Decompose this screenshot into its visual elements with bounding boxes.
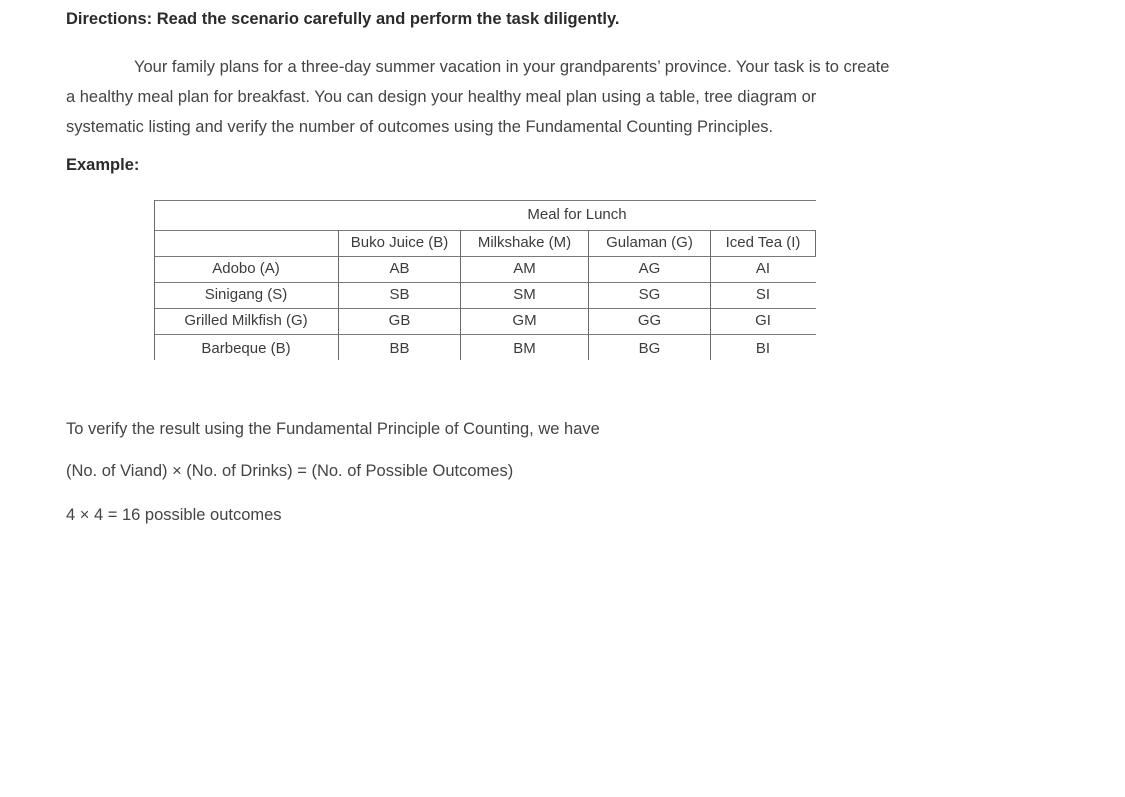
table-rule-row1 [154, 282, 816, 283]
table-cell: GB [388, 312, 411, 329]
table-cell: SI [755, 286, 771, 303]
table-vrule-right [815, 230, 816, 256]
scenario-line-1: Your family plans for a three-day summer vacation in your grandparents’ province. Your task is to create [134, 58, 890, 76]
header-drink-gulaman: Gulaman (G) [606, 234, 693, 251]
table-cell: AI [755, 260, 771, 277]
table-cell: BG [638, 340, 661, 357]
header-drink-milkshake: Milkshake (M) [477, 234, 572, 251]
scenario-line-2: a healthy meal plan for breakfast. You can design your healthy meal plan using a table, tree diagram or [66, 88, 817, 106]
table-rule-row2 [154, 308, 816, 309]
table-cell: SG [638, 286, 661, 303]
header-drink-buko-juice: Buko Juice (B) [350, 234, 449, 251]
table-rule-top [154, 200, 816, 201]
table-cell: SB [389, 286, 410, 303]
table-cell: AG [638, 260, 661, 277]
table-rule-row3 [154, 334, 816, 335]
row-viand-grilled-milkfish: Grilled Milkfish (G) [184, 312, 308, 329]
table-cell: AM [513, 260, 536, 277]
table-cell: BB [389, 340, 410, 357]
table-vrule-left [154, 200, 155, 360]
table-cell: GG [637, 312, 662, 329]
directions-heading: Directions: Read the scenario carefully and perform the task diligently. [66, 10, 620, 28]
table-cell: BM [513, 340, 536, 357]
scenario-paragraph [66, 52, 1076, 142]
row-viand-sinigang: Sinigang (S) [204, 286, 288, 303]
row-viand-barbeque: Barbeque (B) [201, 340, 291, 357]
table-cell: GM [512, 312, 537, 329]
table-cell: AB [389, 260, 410, 277]
row-viand-adobo: Adobo (A) [212, 260, 280, 277]
verification-intro: To verify the result using the Fundamental Principle of Counting, we have [66, 420, 600, 438]
table-cell: SM [513, 286, 536, 303]
table-rule-title [154, 230, 816, 231]
header-drink-iced-tea: Iced Tea (I) [725, 234, 801, 251]
example-label: Example: [66, 156, 140, 174]
table-cell: BI [755, 340, 771, 357]
table-cell: GI [755, 312, 771, 329]
scenario-line-3: systematic listing and verify the number of outcomes using the Fundamental Counting Principles. [66, 118, 774, 136]
verification-formula: (No. of Viand) × (No. of Drinks) = (No. of Possible Outcomes) [66, 462, 514, 480]
table-title: Meal for Lunch [527, 206, 627, 223]
verification-result: 4 × 4 = 16 possible outcomes [66, 506, 282, 524]
meal-plan-table [154, 200, 816, 360]
table-rule-header [154, 256, 816, 257]
